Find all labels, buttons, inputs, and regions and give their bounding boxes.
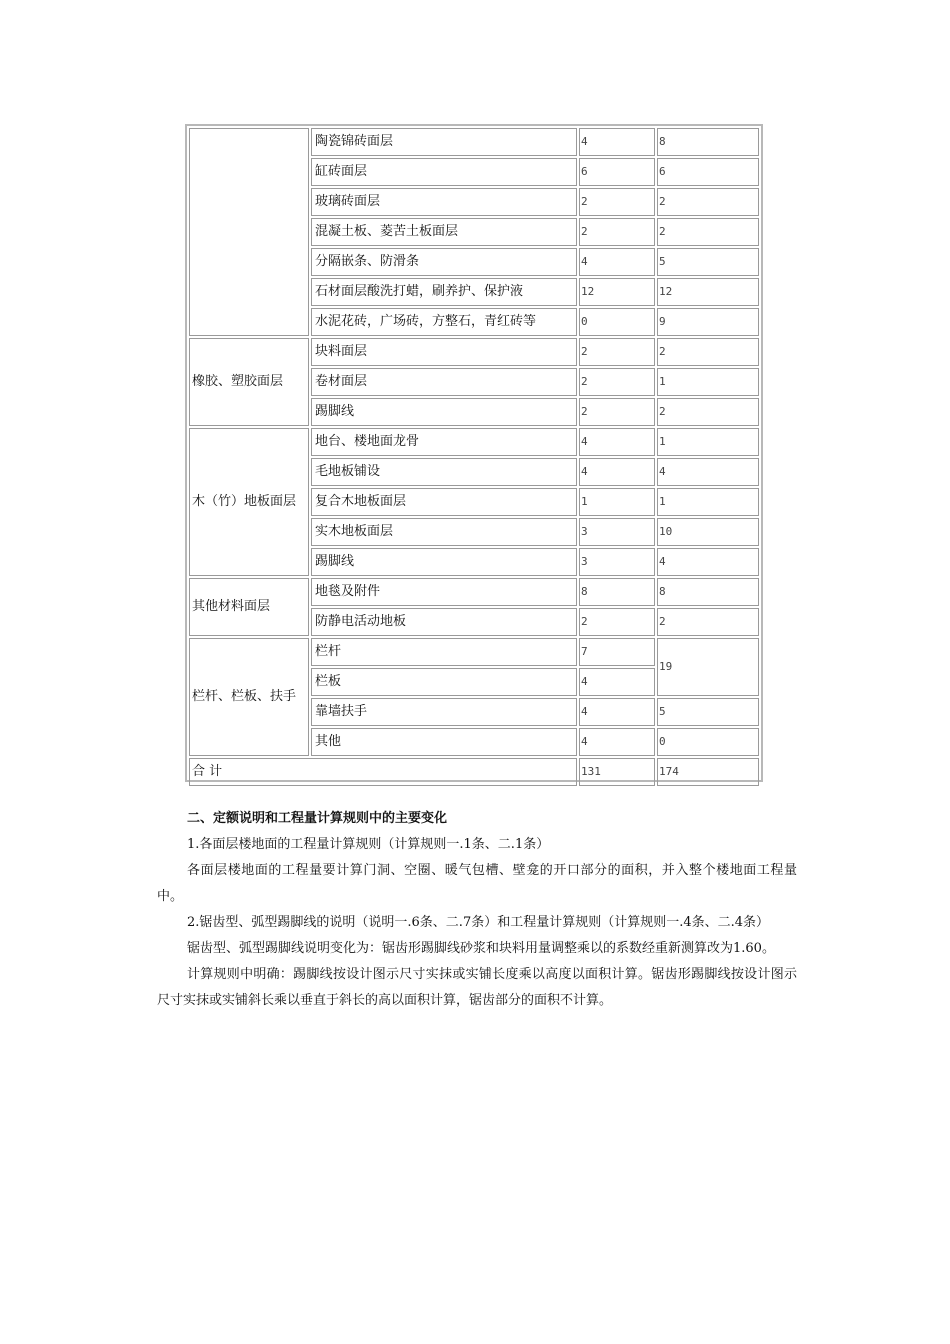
section-heading: 二、定额说明和工程量计算规则中的主要变化 [187,811,448,826]
category-cell [189,128,309,336]
paragraph-rule-1-title: 1.各面层楼地面的工程量计算规则（计算规则一.1条、二.1条） [187,837,550,852]
count-cell-b: 19 [657,638,759,696]
count-cell-a: 3 [579,518,655,546]
quota-table-body [189,128,759,786]
category-cell: 栏杆、栏板、扶手 [189,638,309,756]
table-row [189,128,759,156]
table-row [189,338,759,366]
table-row [189,578,759,606]
count-cell-a: 1 [579,488,655,516]
table-row [189,638,759,666]
count-cell-b: 8 [657,128,759,156]
count-cell-a: 4 [579,458,655,486]
count-cell-b: 10 [657,518,759,546]
item-cell: 栏板 [311,668,577,696]
count-cell-a: 0 [579,308,655,336]
count-cell-a: 4 [579,428,655,456]
count-cell-b: 1 [657,368,759,396]
paragraph-rule-2-title: 2.锯齿型、弧型踢脚线的说明（说明一.6条、二.7条）和工程量计算规则（计算规则一.4条、二.4条） [187,915,770,930]
count-cell-a: 4 [579,698,655,726]
item-cell: 分隔嵌条、防滑条 [311,248,577,276]
count-cell-a: 2 [579,338,655,366]
item-cell: 地毯及附件 [311,578,577,606]
item-cell: 水泥花砖，广场砖，方整石，青红砖等 [311,308,577,336]
count-cell-b: 2 [657,218,759,246]
count-cell-a: 2 [579,368,655,396]
count-cell-a: 3 [579,548,655,576]
total-label: 合 计 [189,758,577,786]
item-cell: 毛地板铺设 [311,458,577,486]
item-cell: 缸砖面层 [311,158,577,186]
count-cell-b: 0 [657,728,759,756]
count-cell-b: 12 [657,278,759,306]
count-cell-a: 4 [579,728,655,756]
item-cell: 卷材面层 [311,368,577,396]
count-cell-a: 2 [579,398,655,426]
item-cell: 地台、楼地面龙骨 [311,428,577,456]
quota-comparison-table [187,126,761,788]
paragraph-rule-2-change: 锯齿型、弧型踢脚线说明变化为：锯齿形踢脚线砂浆和块料用量调整乘以的系数经重新测算改为1.60。 [187,941,775,956]
count-cell-a: 6 [579,158,655,186]
paragraph-rule-2-clarification: 计算规则中明确：踢脚线按设计图示尺寸实抹或实铺长度乘以高度以面积计算。锯齿形踢脚线按设计图示尺寸实抹或实铺斜长乘以垂直于斜长的高以面积计算，锯齿部分的面积不计算。 [157,967,797,1008]
item-cell: 石材面层酸洗打蜡，刷养护、保护液 [311,278,577,306]
item-cell: 实木地板面层 [311,518,577,546]
item-cell: 复合木地板面层 [311,488,577,516]
count-cell-b: 4 [657,458,759,486]
category-cell: 橡胶、塑胶面层 [189,338,309,426]
item-cell: 栏杆 [311,638,577,666]
count-cell-b: 2 [657,338,759,366]
item-cell: 靠墙扶手 [311,698,577,726]
quota-table-frame [185,124,763,782]
count-cell-a: 2 [579,608,655,636]
count-cell-a: 7 [579,638,655,666]
total-cell-a: 131 [579,758,655,786]
item-cell: 块料面层 [311,338,577,366]
count-cell-b: 5 [657,698,759,726]
total-cell-b: 174 [657,758,759,786]
item-cell: 玻璃砖面层 [311,188,577,216]
count-cell-b: 6 [657,158,759,186]
count-cell-a: 2 [579,218,655,246]
count-cell-b: 2 [657,398,759,426]
total-row [189,758,759,786]
count-cell-a: 2 [579,188,655,216]
count-cell-b: 8 [657,578,759,606]
category-cell: 木（竹）地板面层 [189,428,309,576]
count-cell-b: 1 [657,428,759,456]
paragraph-rule-1-body: 各面层楼地面的工程量要计算门洞、空圈、暖气包槽、壁龛的开口部分的面积，并入整个楼地面工程量中。 [157,863,797,904]
count-cell-b: 1 [657,488,759,516]
count-cell-a: 4 [579,668,655,696]
count-cell-b: 2 [657,608,759,636]
count-cell-b: 9 [657,308,759,336]
count-cell-b: 5 [657,248,759,276]
count-cell-a: 12 [579,278,655,306]
count-cell-a: 4 [579,128,655,156]
count-cell-a: 4 [579,248,655,276]
document-body [157,806,797,1014]
count-cell-a: 8 [579,578,655,606]
count-cell-b: 2 [657,188,759,216]
item-cell: 踢脚线 [311,398,577,426]
count-cell-b: 4 [657,548,759,576]
table-row [189,428,759,456]
item-cell: 混凝土板、菱苦土板面层 [311,218,577,246]
item-cell: 陶瓷锦砖面层 [311,128,577,156]
item-cell: 踢脚线 [311,548,577,576]
category-cell: 其他材料面层 [189,578,309,636]
item-cell: 其他 [311,728,577,756]
item-cell: 防静电活动地板 [311,608,577,636]
